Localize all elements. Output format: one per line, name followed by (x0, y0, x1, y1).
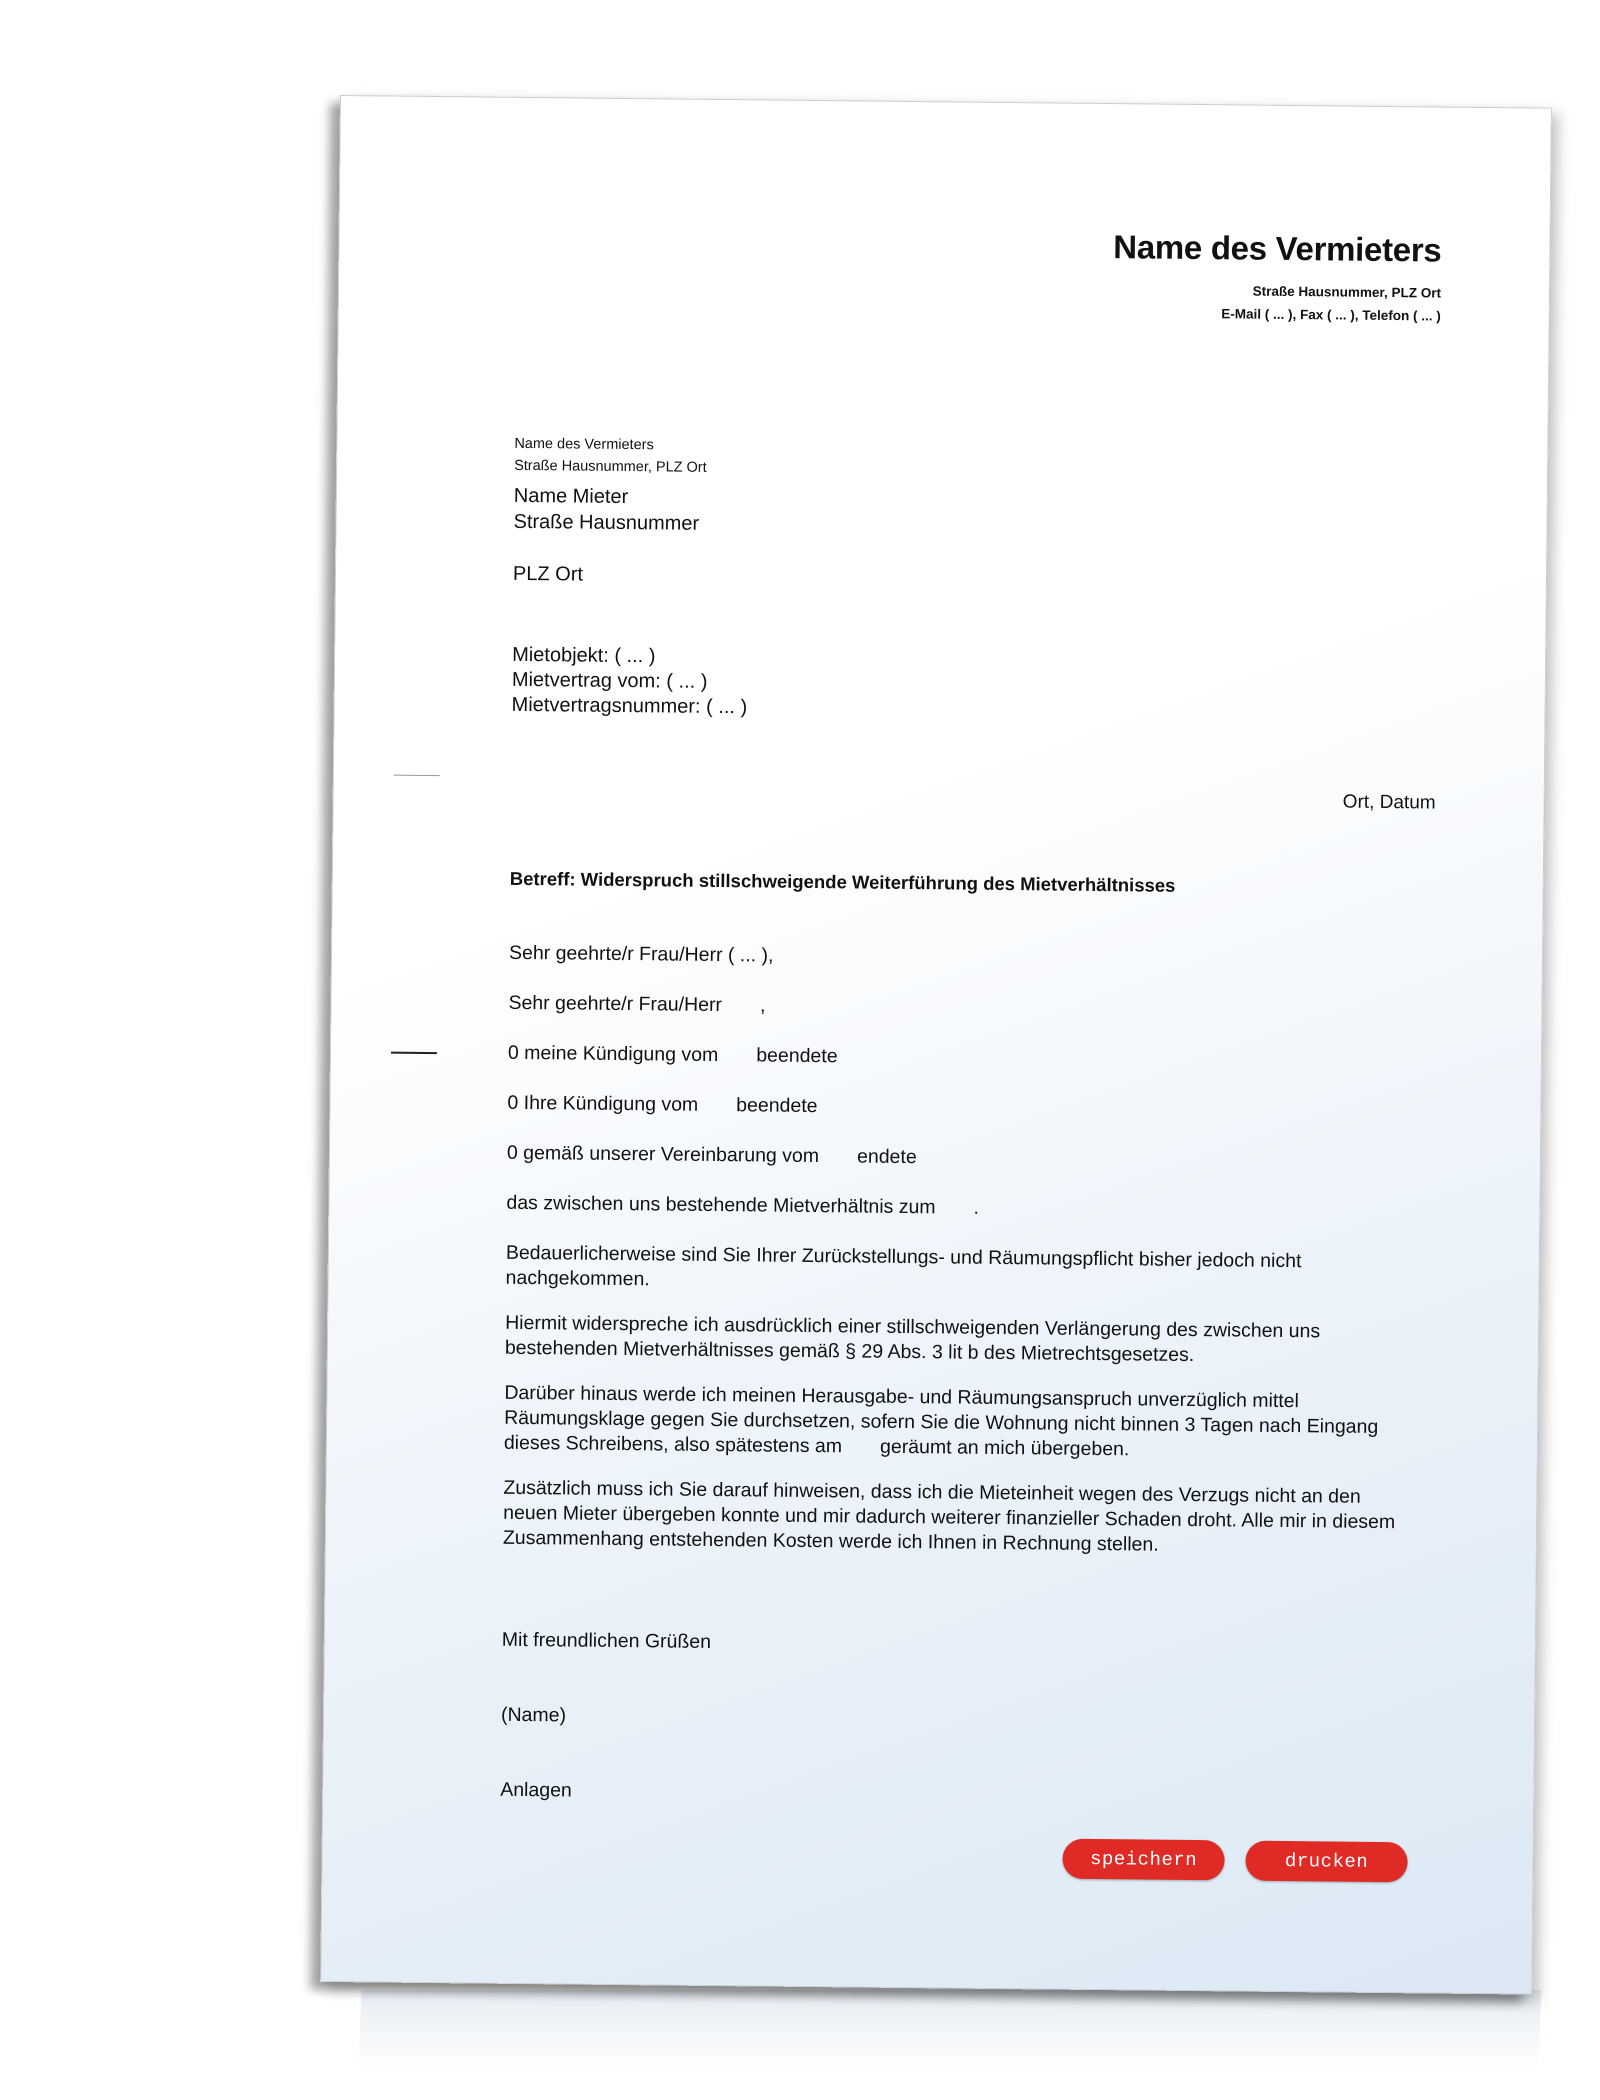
print-button[interactable]: drucken (1245, 1841, 1407, 1883)
page-reflection (359, 1990, 1542, 2070)
letterhead-name: Name des Vermieters (1113, 228, 1442, 269)
salutation-1: Sehr geehrte/r Frau/Herr ( ... ), (508, 941, 774, 967)
contract-date: Mietvertrag vom: ( ... ) (511, 668, 708, 693)
tenancy-end-line (506, 1191, 1406, 1225)
paragraph-eviction-text: Darüber hinaus werde ich meinen Herausgabe- und Räumungsanspruch unverzüglich mittel Räumungsklage gegen Sie durchsetzen, sofern Sie die Wohnung nicht binnen 3 Tagen nach Eingang dieses Schreibens, also spätestens am (503, 1381, 1379, 1458)
recipient-street: Straße Hausnummer (513, 510, 700, 535)
recipient-name: Name Mieter (513, 484, 629, 509)
salutation-2-text: Sehr geehrte/r Frau/Herr (508, 991, 723, 1017)
option-1-text: 0 meine Kündigung vom (507, 1041, 719, 1067)
option-2-verb: beendete (736, 1094, 818, 1118)
paragraph-damages: Zusätzlich muss ich Sie darauf hinweisen, dass ich die Mieteinheit wegen des Verzugs nicht an den neuen Mieter übergeben konnte und mir dadurch weiterer finanzieller Schaden droht. Alle mir in diesem Zusammenhang entstehenden Kosten werde ich Ihnen in Rechnung stellen. (502, 1476, 1396, 1556)
paragraph-eviction-end: geräumt an mich übergeben. (879, 1435, 1130, 1461)
option-tenant-termination (507, 1091, 1407, 1125)
paragraph-eviction (504, 1381, 1405, 1465)
signature-name: (Name) (500, 1703, 567, 1727)
option-1-verb: beendete (756, 1044, 838, 1068)
letterhead-contact: E-Mail ( ... ), Fax ( ... ), Telefon ( ... ) (1221, 306, 1441, 324)
option-2-text: 0 Ihre Kündigung vom (507, 1091, 699, 1116)
attachments-label: Anlagen (500, 1778, 572, 1802)
option-3-verb: endete (856, 1145, 917, 1169)
document-page (320, 95, 1552, 1995)
rental-object: Mietobjekt: ( ... ) (512, 643, 656, 668)
fold-mark (394, 775, 440, 776)
return-address-line1: Name des Vermieters (514, 435, 654, 454)
tenancy-end-text: das zwischen uns bestehende Mietverhältnis zum (506, 1191, 936, 1219)
tenancy-end-period: . (973, 1196, 980, 1219)
option-agreement (507, 1141, 1407, 1175)
return-address-line2: Straße Hausnummer, PLZ Ort (514, 457, 707, 476)
paragraph-obligation: Bedauerlicherweise sind Sie Ihrer Zurückstellungs- und Räumungspflicht bisher jedoch nicht nachgekommen. (505, 1241, 1302, 1291)
paragraph-objection: Hiermit widerspreche ich ausdrücklich einer stillschweigenden Verlängerung des zwischen uns bestehenden Mietverhältnisses gemäß § 29 Abs. 3 lit b des Mietrechtsgesetzes. (504, 1311, 1321, 1367)
place-date: Ort, Datum (1342, 791, 1436, 814)
closing-formula: Mit freundlichen Grüßen (501, 1628, 712, 1653)
punch-mark (391, 1052, 437, 1054)
return-address (514, 433, 707, 479)
salutation-2-comma: , (759, 994, 766, 1017)
letterhead-address: Straße Hausnummer, PLZ Ort (1252, 283, 1442, 301)
option-own-termination (508, 1041, 1408, 1075)
salutation-2 (508, 991, 1408, 1025)
contract-number: Mietvertragsnummer: ( ... ) (511, 693, 748, 719)
reference-block (511, 643, 747, 720)
recipient-city: PLZ Ort (512, 562, 584, 586)
save-button[interactable]: speichern (1062, 1839, 1224, 1881)
subject-line: Betreff: Widerspruch stillschweigende Weiterführung des Mietverhältnisses (509, 867, 1176, 896)
option-3-text: 0 gemäß unserer Vereinbarung vom (506, 1141, 820, 1168)
recipient-block (513, 483, 699, 537)
